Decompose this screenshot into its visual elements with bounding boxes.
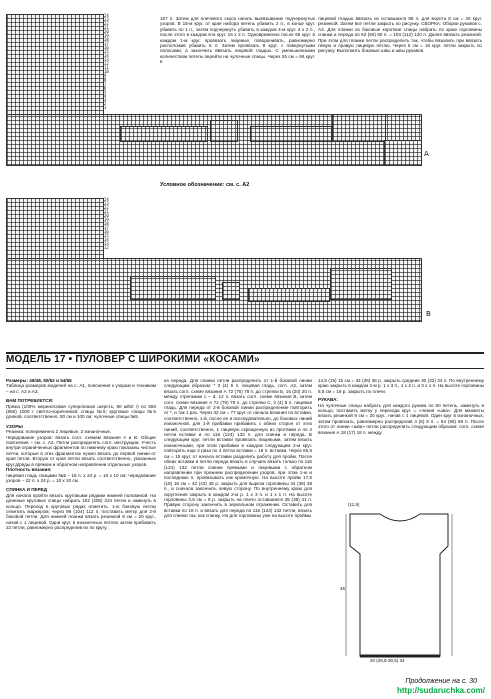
pattern-col1 <box>6 378 156 531</box>
sleeve-heading: РУКАВА: <box>318 397 338 403</box>
section-title: МОДЕЛЬ 17 • ПУЛОВЕР С ШИРОКИМИ «КОСАМИ» <box>6 354 260 365</box>
schematic-label-9: 20 (28,5-30,5) 34 <box>370 658 405 663</box>
chart-b-step-4 <box>330 268 392 300</box>
chart-a-step-4 <box>332 114 386 142</box>
chart-b-step-1 <box>130 276 216 300</box>
patterns-heading: УЗОРЫ <box>6 423 23 429</box>
chart-a-right <box>384 140 422 166</box>
pattern-col3 <box>318 378 484 435</box>
rib-text: Резинка: попеременно 2 лицевые, 2 изнаночные. <box>6 429 112 435</box>
chart-b-step-3 <box>248 288 330 302</box>
chart-b-upper-block <box>6 198 104 260</box>
chart-row-numbers-bottom: 24 23 22 21 20 19 18 17 16 15 14 13 12 <box>104 197 109 250</box>
chart-b-step-2 <box>222 282 240 300</box>
materials-heading: ВАМ ПОТРЕБУЕТСЯ: <box>6 398 54 404</box>
sizes-note: Таблица размеров моделей на с. А1, пояснения к узорам и техникам – на с. А2 и А3. <box>6 383 156 394</box>
schematic-label-5: 46 <box>340 586 346 591</box>
chart-b-arrow-label: B <box>426 310 431 318</box>
sleeve-text: На чулочные спицы набрать для каждого рукава по 60 петель, замкнуть в кольцо, поставить метку у перехода круг. = «линия «шва». Для манжеты вязать резинкой 8 см = 20 круг., начав с 1 лицевой. Один круг в изнаночных, затем провязать, равномерно распределив 4 (6) 8 п. = 64 (66) 68 п. После этого от линии «шва» петли распределить следующим образом: согл. схеме вязания А 18 (17) 18 п. между <box>318 402 484 435</box>
chart-a-upper-block-1 <box>6 14 104 116</box>
chart-a-step-2 <box>210 120 238 142</box>
back-text: Для начала пройти вязать круговыми рядами нижней половиной. На длинные круговые спицы набрать 182 (208) 224 петли и замкнуть в кольцо. Переход в круговых рядах отметить. 1-ю боковую петлю отметить маркером; через 96 (104) 112 п. поставить метку для 2-й боковой петли. Для нижней планки вязать резинкой 8 см = 20 круг., начав с 1 лицевой. Одни круг. в изнаночных петлях затем прибавить 22 петли, равномерно распределив их по кругу. <box>6 492 156 531</box>
chart-a-step-1 <box>120 126 208 142</box>
top-text-col1: 167 п. Затем для плечевого скоса начать вывязывание подчеркнутых узоров. В 15-м круг. от края набора петель убавить 2 п., в конце круг. убавить по 1 п., затем подчеркнуть убавить в каждом 4-м круг. 4 х 2 п., после этого в каждом 6-м круг. 16 х 2 п. Одновременно после 60 круг. в каждом 1-м круг. провязать лицевые, поворачивать, равномерно расположив убавить 5 п. Затем провязать 9 круг. с повернутыми полосами, а закончить ввязать лицевой гладью. С уменьшенными количеством петель перейти на чулочные спицы. Через 26 см = 66 круг. в <box>160 16 315 65</box>
alternation-text: Чередование узоров: вязать согл. схемам вязания А и В. Общие пояснения – см. с. А2. Петли распределять согл. инструкции. Учесть внутри ограниченных фрагментов по нижнему краю показаны чистые петли, которые в этих фрагментах нужно вязать до первой линии от края петли. Вторую от края петли вязать соответственно, указанные круг.д/ряды в прямом и обратном направлении отдельных узоров. <box>6 434 156 467</box>
legend-text: Условное обозначение: см. с. А2 <box>160 182 250 188</box>
garment-schematic <box>340 502 460 676</box>
chart-a-arrow-label: A <box>424 150 429 158</box>
chart-a-step-3 <box>250 126 332 142</box>
source-url[interactable]: http://sudaruchka.com/ <box>396 686 485 695</box>
schematic-svg <box>340 506 460 676</box>
chart-row-numbers-top: 24 23 22 21 20 19 18 17 16 15 14 13 12 11 10 9 8 7 6 5 4 3 2 1 <box>104 13 109 110</box>
sizes-heading: Размеры: 46/48, 50/52 и 54/56 <box>6 378 72 383</box>
schematic-label-0: (11,5) <box>348 502 360 507</box>
back-heading: СПИНКА И ПЕРЕД <box>6 487 47 493</box>
col3-intro: 14,5 (15) 15 см = 34 (36) 38 р. закрыть средние 30 (32) 34 п. По внутреннему краю закрыть в каждом 2-м р. 1 х 3 п., 1 х 2 п. и 3 х 1 п. На высоте горловины 6,5 см = 16 р. закрыть по плечи. <box>318 378 484 394</box>
top-text-col2: лицевой гладью ввязать из оставшихся 88 п. для ворота 8 см = 26 круг. резинкой. Затем все петли закрыть по рисунку. СБОРКА: Оборки рукавов с. А3. Для планки из боковые короткие спицы набрать по краю горловины спинки и переда по 52 (56) 60 п. = 104 (112) 120 п. Далее ввязать резинкой. При этом для планки петли распределить так, чтобы вязались при ввязать левую и правую лицевую петлю. Через 6 см = 16 круг. петли закрыть по рисунку. Выполнить боковые швы и швы рукавов. <box>318 16 482 54</box>
density-heading: Плотность вязания: <box>6 467 52 473</box>
density-text: лицевая гладь спицами №5 – 16 п. х 24 р. = 10 х 10 см; чередование узоров – 22 п. х 24 р. = 10 х 10 см. <box>6 472 156 483</box>
materials-text: Пряжа (100% мериносовая суперлонкая шерсть; 80 м/50 г) по 550 (850) 1000 г светло-коричневой; спицы №6; круговые спицы №5 длиной, соответственно, 60 см и 100 см; чулочные спицы №5. <box>6 403 156 420</box>
pattern-col2: из переда. Для спинки петли распределить от 1-й боковой линии следующим образом: * 3 (4) 5 п. лицевая гладь, согл. А2, затем вязать согл. схеме вязания А 72 (76) 78 п. до стрелки Б, 15 (20) 20 п. между стрелками с – d, 12 п. вязать согл. схеме вязания В, затем согл. схеме вязания А 72 (75) 78 п. до стрелки С, 3 (4) 5 п. лицевая гладь. Для переда от 2-й боковой линии распределение повторить от *, и так 1 раз. Через 32 см = 77 круг. от начала вязания по вставки, соответственно, 1-й, после ее и последовательно, до боковых линий изнаночной, для 1-й прибавки прибавить с обеих сторон от этих линий, соответственно, 1 лицевую скрещенную из протяжки и по 4 петли вставки и по 116 (124) 132 п. для спинки и переда. В следующем круг. петли вставки провязать лицевыми, затем вязать изнаночными, при этом прибавки в каждом следующем 2-м круг. повторить еще 2 раза по 4 петли вставки = 18 п. вставки. Через 65,5 см = 15 круг. от начала вставки разделить работу для пройм. После обеих вставки и петли переда вязать в случаях вязать только по 116 (124) 132 петли спинки прямыми и лицевыми с обратном направлении при прежнем распределении узоров, при этом 1-ю и последнюю п. провязывать как кромочную. На высоте пройм 17,5 (18) 18 см = 42 (43) 45 р. закрыть для выреза горловины 34 (38) 38 п., а сначала закончить левую сторону. По внутреннему краю для скругления закрыть в каждом 2-м р. 1 х 3 п. и 1 х 1 п. На высоте горловины 3,5 см = 8 р. закрыть на плечо оставшиеся 35 (38) 41 п. Правую сторону закончить в зеркальном отражении. Оставить для вставки по 18 п. и вязать для переда по 116 (124) 132 петли, вязать для спинки так, как спинку. Но для горловины уже на высоте проймы <box>164 378 312 519</box>
continuation-note: Продолжение на с. 30 <box>405 678 477 685</box>
